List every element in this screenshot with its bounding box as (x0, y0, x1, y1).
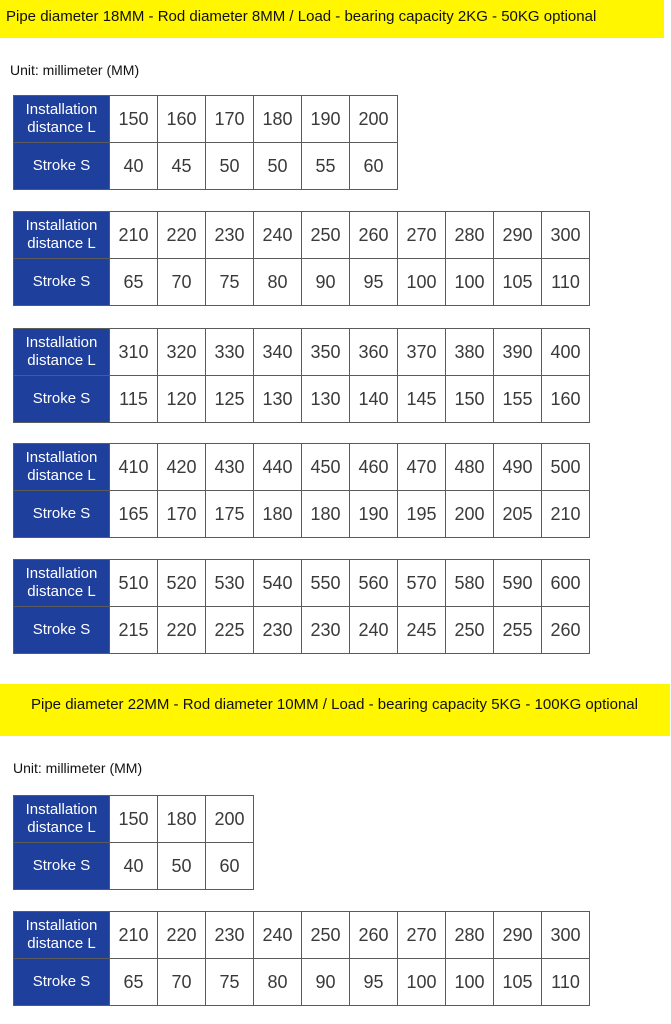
stroke-value: 200 (446, 491, 494, 538)
section2-unit-label: Unit: millimeter (MM) (13, 760, 143, 776)
stroke-label: Stroke S (14, 376, 110, 423)
stroke-value: 155 (494, 376, 542, 423)
stroke-value: 90 (302, 959, 350, 1006)
installation-distance-value: 290 (494, 912, 542, 959)
stroke-value: 55 (302, 143, 350, 190)
stroke-value: 100 (398, 259, 446, 306)
spec-table-5 (13, 559, 590, 654)
installation-distance-value: 220 (158, 212, 206, 259)
installation-distance-value: 430 (206, 444, 254, 491)
installation-distance-value: 260 (350, 212, 398, 259)
stroke-value: 250 (446, 607, 494, 654)
installation-distance-value: 340 (254, 329, 302, 376)
installation-distance-row (14, 444, 590, 491)
stroke-value: 180 (254, 491, 302, 538)
stroke-value: 230 (302, 607, 350, 654)
stroke-value: 80 (254, 959, 302, 1006)
stroke-value: 130 (254, 376, 302, 423)
installation-distance-value: 300 (542, 912, 590, 959)
stroke-label: Stroke S (14, 143, 110, 190)
installation-distance-value: 240 (254, 212, 302, 259)
installation-distance-value: 220 (158, 912, 206, 959)
installation-distance-value: 410 (110, 444, 158, 491)
installation-distance-value: 270 (398, 212, 446, 259)
installation-distance-value: 500 (542, 444, 590, 491)
stroke-value: 160 (542, 376, 590, 423)
installation-distance-value: 270 (398, 912, 446, 959)
installation-distance-value: 390 (494, 329, 542, 376)
installation-distance-value: 510 (110, 560, 158, 607)
stroke-value: 120 (158, 376, 206, 423)
stroke-label: Stroke S (14, 843, 110, 890)
installation-distance-label: Installation distance L (14, 212, 110, 259)
installation-distance-value: 310 (110, 329, 158, 376)
stroke-value: 140 (350, 376, 398, 423)
installation-distance-value: 520 (158, 560, 206, 607)
installation-distance-value: 150 (110, 796, 158, 843)
stroke-value: 65 (110, 959, 158, 1006)
installation-distance-value: 450 (302, 444, 350, 491)
stroke-value: 80 (254, 259, 302, 306)
stroke-value: 50 (158, 843, 206, 890)
installation-distance-value: 530 (206, 560, 254, 607)
installation-distance-value: 240 (254, 912, 302, 959)
stroke-row (14, 843, 254, 890)
installation-distance-row (14, 912, 590, 959)
installation-distance-value: 590 (494, 560, 542, 607)
installation-distance-value: 200 (350, 96, 398, 143)
installation-distance-value: 250 (302, 912, 350, 959)
stroke-value: 40 (110, 843, 158, 890)
stroke-value: 75 (206, 959, 254, 1006)
installation-distance-value: 180 (158, 796, 206, 843)
stroke-value: 60 (206, 843, 254, 890)
stroke-value: 125 (206, 376, 254, 423)
stroke-row (14, 259, 590, 306)
stroke-value: 145 (398, 376, 446, 423)
installation-distance-label: Installation distance L (14, 444, 110, 491)
stroke-value: 50 (206, 143, 254, 190)
installation-distance-value: 560 (350, 560, 398, 607)
stroke-value: 65 (110, 259, 158, 306)
installation-distance-label: Installation distance L (14, 796, 110, 843)
stroke-value: 130 (302, 376, 350, 423)
stroke-value: 165 (110, 491, 158, 538)
installation-distance-value: 230 (206, 912, 254, 959)
installation-distance-value: 440 (254, 444, 302, 491)
installation-distance-value: 200 (206, 796, 254, 843)
stroke-label: Stroke S (14, 607, 110, 654)
installation-distance-value: 150 (110, 96, 158, 143)
section1-title-banner: Pipe diameter 18MM - Rod diameter 8MM / Load - bearing capacity 2KG - 50KG optional (0, 0, 664, 38)
spec-table-4 (13, 443, 590, 538)
stroke-value: 175 (206, 491, 254, 538)
stroke-value: 40 (110, 143, 158, 190)
stroke-row (14, 607, 590, 654)
installation-distance-value: 350 (302, 329, 350, 376)
installation-distance-value: 260 (350, 912, 398, 959)
stroke-value: 215 (110, 607, 158, 654)
installation-distance-value: 160 (158, 96, 206, 143)
installation-distance-row (14, 212, 590, 259)
stroke-value: 205 (494, 491, 542, 538)
stroke-value: 240 (350, 607, 398, 654)
installation-distance-row (14, 560, 590, 607)
spec-table-6 (13, 795, 254, 890)
installation-distance-value: 570 (398, 560, 446, 607)
installation-distance-value: 550 (302, 560, 350, 607)
stroke-value: 110 (542, 259, 590, 306)
installation-distance-value: 400 (542, 329, 590, 376)
stroke-value: 210 (542, 491, 590, 538)
installation-distance-value: 470 (398, 444, 446, 491)
spec-table-3 (13, 328, 590, 423)
stroke-value: 255 (494, 607, 542, 654)
stroke-value: 225 (206, 607, 254, 654)
spec-table-1 (13, 95, 398, 190)
installation-distance-value: 480 (446, 444, 494, 491)
stroke-value: 90 (302, 259, 350, 306)
installation-distance-value: 580 (446, 560, 494, 607)
installation-distance-value: 420 (158, 444, 206, 491)
installation-distance-label: Installation distance L (14, 96, 110, 143)
stroke-label: Stroke S (14, 959, 110, 1006)
stroke-row (14, 376, 590, 423)
stroke-row (14, 143, 398, 190)
stroke-value: 100 (446, 259, 494, 306)
stroke-value: 180 (302, 491, 350, 538)
spec-table-7 (13, 911, 590, 1006)
stroke-value: 170 (158, 491, 206, 538)
stroke-value: 70 (158, 259, 206, 306)
section2-title-banner: Pipe diameter 22MM - Rod diameter 10MM / Load - bearing capacity 5KG - 100KG optional (0, 684, 670, 736)
stroke-value: 95 (350, 959, 398, 1006)
stroke-value: 245 (398, 607, 446, 654)
installation-distance-label: Installation distance L (14, 329, 110, 376)
installation-distance-value: 290 (494, 212, 542, 259)
installation-distance-value: 280 (446, 212, 494, 259)
installation-distance-value: 210 (110, 912, 158, 959)
installation-distance-row (14, 796, 254, 843)
installation-distance-row (14, 96, 398, 143)
stroke-value: 105 (494, 959, 542, 1006)
stroke-row (14, 959, 590, 1006)
installation-distance-label: Installation distance L (14, 912, 110, 959)
stroke-value: 150 (446, 376, 494, 423)
stroke-value: 195 (398, 491, 446, 538)
stroke-value: 60 (350, 143, 398, 190)
installation-distance-value: 330 (206, 329, 254, 376)
installation-distance-value: 300 (542, 212, 590, 259)
stroke-value: 230 (254, 607, 302, 654)
stroke-value: 95 (350, 259, 398, 306)
stroke-label: Stroke S (14, 491, 110, 538)
stroke-row (14, 491, 590, 538)
installation-distance-value: 170 (206, 96, 254, 143)
stroke-label: Stroke S (14, 259, 110, 306)
installation-distance-value: 600 (542, 560, 590, 607)
installation-distance-value: 540 (254, 560, 302, 607)
spec-table-2 (13, 211, 590, 306)
stroke-value: 110 (542, 959, 590, 1006)
installation-distance-value: 230 (206, 212, 254, 259)
installation-distance-label: Installation distance L (14, 560, 110, 607)
stroke-value: 100 (398, 959, 446, 1006)
installation-distance-value: 250 (302, 212, 350, 259)
installation-distance-value: 280 (446, 912, 494, 959)
stroke-value: 220 (158, 607, 206, 654)
installation-distance-value: 490 (494, 444, 542, 491)
installation-distance-value: 380 (446, 329, 494, 376)
stroke-value: 100 (446, 959, 494, 1006)
installation-distance-value: 460 (350, 444, 398, 491)
installation-distance-value: 360 (350, 329, 398, 376)
stroke-value: 70 (158, 959, 206, 1006)
stroke-value: 45 (158, 143, 206, 190)
installation-distance-value: 180 (254, 96, 302, 143)
stroke-value: 190 (350, 491, 398, 538)
installation-distance-value: 370 (398, 329, 446, 376)
section1-unit-label: Unit: millimeter (MM) (10, 62, 140, 78)
installation-distance-value: 320 (158, 329, 206, 376)
stroke-value: 260 (542, 607, 590, 654)
stroke-value: 75 (206, 259, 254, 306)
installation-distance-value: 190 (302, 96, 350, 143)
stroke-value: 50 (254, 143, 302, 190)
installation-distance-value: 210 (110, 212, 158, 259)
installation-distance-row (14, 329, 590, 376)
stroke-value: 115 (110, 376, 158, 423)
stroke-value: 105 (494, 259, 542, 306)
